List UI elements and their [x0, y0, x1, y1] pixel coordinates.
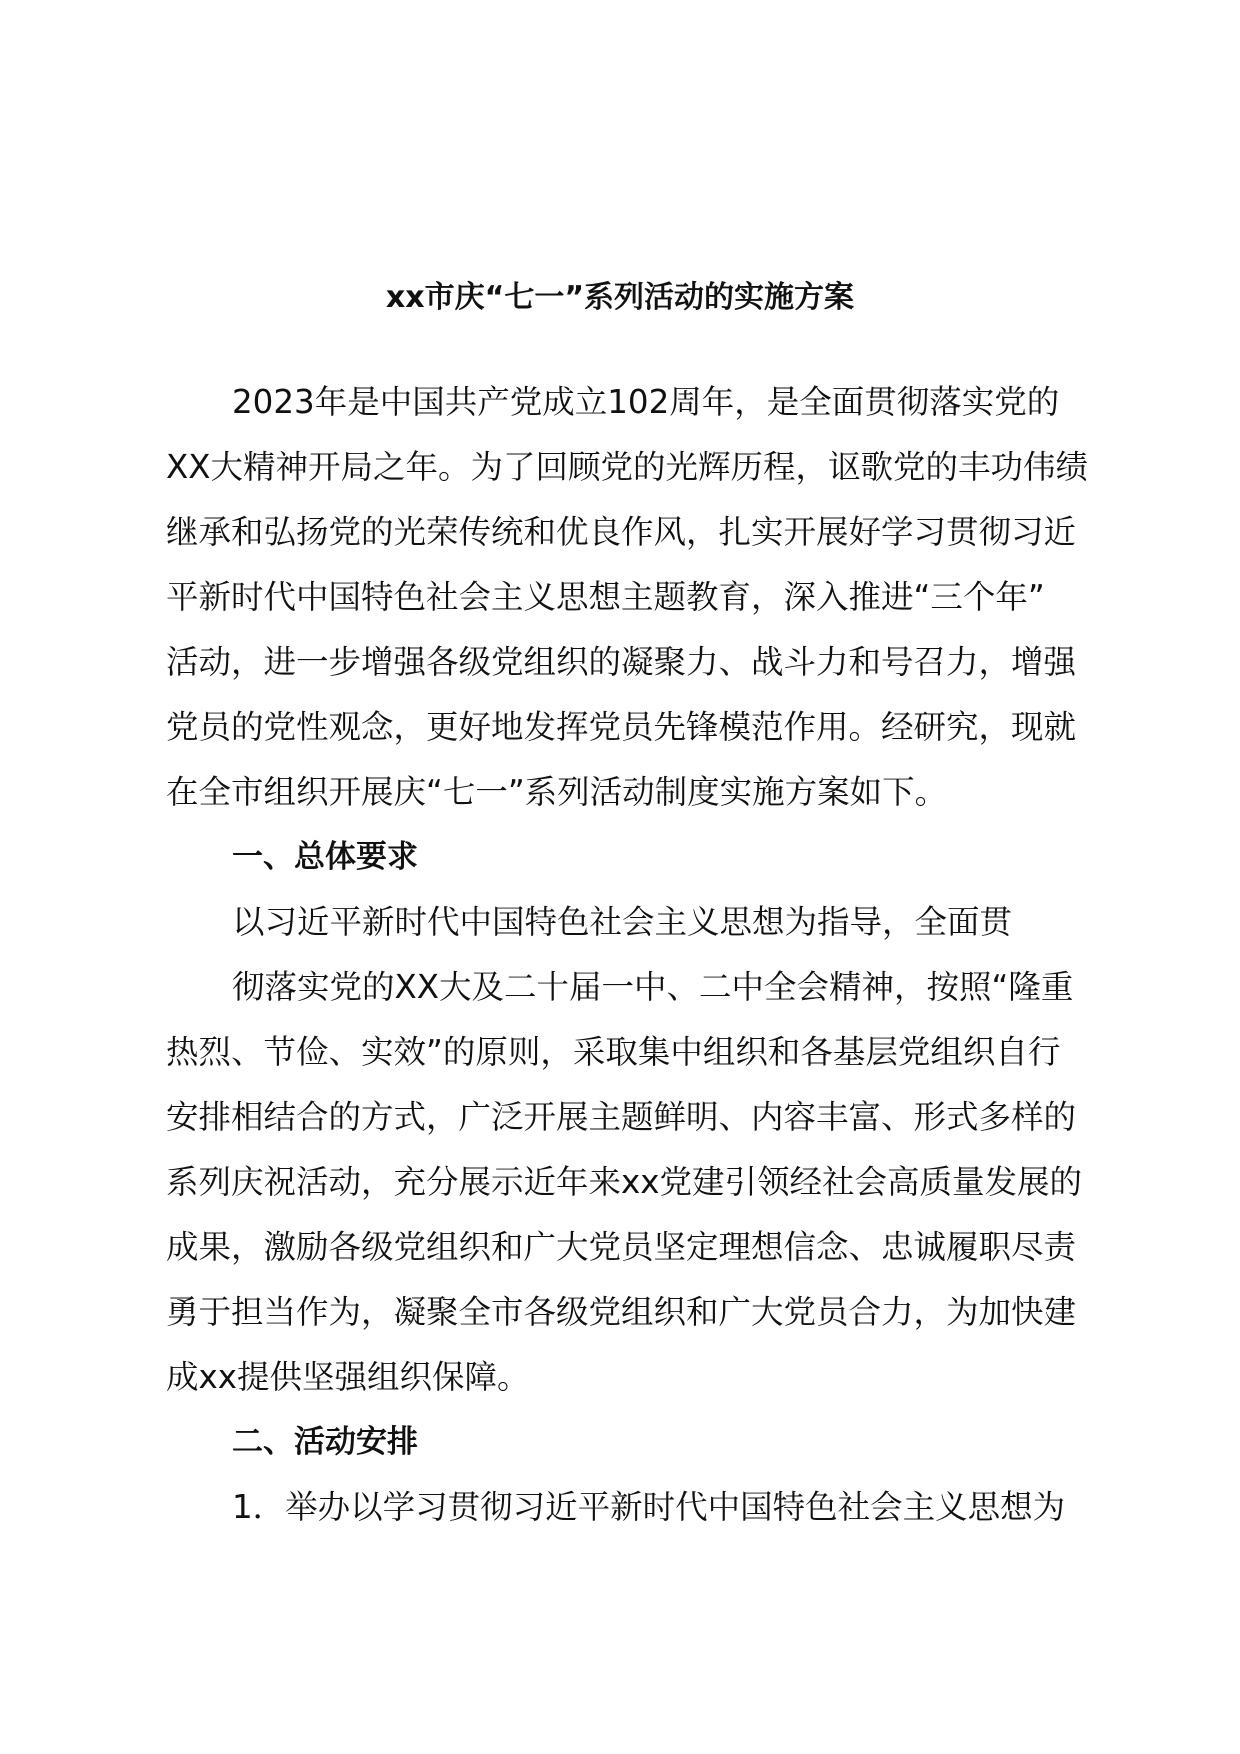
- intro-line-1: 2023年是中国共产党成立102周年，是全面贯彻落实党的: [232, 383, 1060, 421]
- section1-line-6: 成果，激励各级党组织和广大党员坚定理想信念、忠诚履职尽责: [166, 1228, 1077, 1266]
- section1-line-7: 勇于担当作为，凝聚全市各级党组织和广大党员合力，为加快建: [166, 1293, 1077, 1331]
- section1-line-8: 成xx提供坚强组织保障。: [166, 1358, 530, 1396]
- intro-line-3: 继承和弘扬党的光荣传统和优良作风，扎实开展好学习贯彻习近: [166, 513, 1077, 551]
- intro-line-7: 在全市组织开展庆“七一”系列活动制度实施方案如下。: [166, 773, 948, 811]
- section1-line-3: 热烈、节俭、实效”的原则，采取集中组织和各基层党组织自行: [166, 1033, 1061, 1071]
- section1-line-1: 以习近平新时代中国特色社会主义思想为指导，全面贯: [232, 903, 1013, 941]
- section1-line-4: 安排相结合的方式，广泛开展主题鲜明、内容丰富、形式多样的: [166, 1098, 1077, 1136]
- section2-line-1: 1．举办以学习贯彻习近平新时代中国特色社会主义思想为: [232, 1488, 1066, 1526]
- intro-line-5: 活动，进一步增强各级党组织的凝聚力、战斗力和号召力，增强: [166, 643, 1077, 681]
- intro-line-6: 党员的党性观念，更好地发挥党员先锋模范作用。经研究，现就: [166, 708, 1077, 746]
- section1-line-5: 系列庆祝活动，充分展示近年来xx党建引领经社会高质量发展的: [166, 1163, 1082, 1201]
- document-body: [166, 370, 1106, 1540]
- section-heading-general-requirements: 一、总体要求: [232, 839, 418, 875]
- intro-line-4: 平新时代中国特色社会主义思想主题教育，深入推进“三个年”: [166, 578, 1045, 616]
- section1-line-2: 彻落实党的XX大及二十届一中、二中全会精神，按照“隆重: [232, 968, 1074, 1006]
- intro-line-2: XX大精神开局之年。为了回顾党的光辉历程，讴歌党的丰功伟绩: [166, 448, 1089, 486]
- section-heading-activity-arrangement: 二、活动安排: [232, 1424, 418, 1460]
- document-title: xx市庆“七一”系列活动的实施方案: [385, 280, 855, 315]
